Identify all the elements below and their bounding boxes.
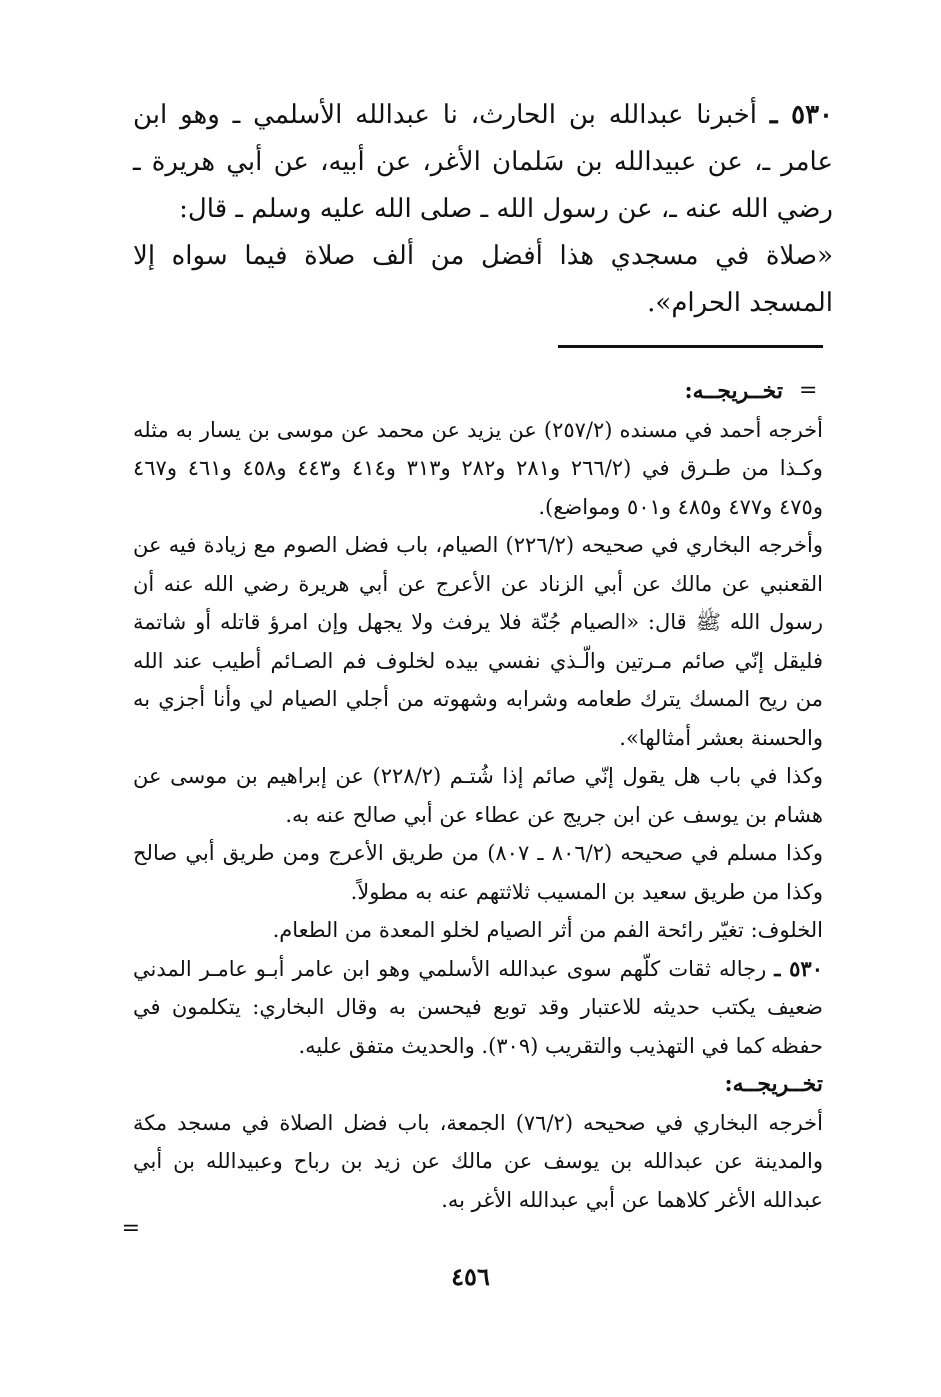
takhrij-heading-1: تخــريجــه: [684, 378, 783, 404]
hadith-isnad: أخبرنا عبدالله بن الحارث، نا عبدالله الأسلمي ـ وهو ابن عامر ـ، عن عبيدالله بن سَلمان الأغر، عن أبيه، عن أبي هريرة ـ رضي الله عنه ـ، عن رسول الله ـ صلى الله عليه وسلم ـ قال: [133, 100, 833, 224]
hadith-number: ٥٣٠ ـ [769, 100, 834, 130]
footnote-530-text: رجاله ثقات كلّهم سوى عبدالله الأسلمي وهو ابن عامر أبـو عامـر المدني ضعيف يكتب حديثه للاعتبار وقد توبع فيحسن به وقال البخاري: يتكلمون في حفظه كما في التهذيب والتقريب (٣٠٩). والحديث متفق عليه. [133, 956, 823, 1058]
footnote-530 [133, 950, 823, 1066]
page-number: ٤٥٦ [451, 1262, 490, 1291]
continuation-mark-bottom: = [121, 1216, 140, 1241]
continuation-mark-top: = [799, 378, 818, 403]
hadith-matn: «صلاة في مسجدي هذا أفضل من ألف صلاة فيما سواه إلا المسجد الحرام». [133, 241, 833, 318]
footnote-para-1: أخرجه أحمد في مسنده (٢٥٧/٢) عن يزيد عن محمد عن موسى بن يسار به مثله وكـذا من طـرق في (٢٦٦/٢ و٢٨١ و٢٨٢ و٣١٣ و٤١٤ و٤٤٣ و٤٥٨ و٤٦١ و٤٦٧ و٤٧٥ و٤٧٧ و٤٨٥ و٥٠١ ومواضع). [133, 417, 823, 519]
footnote-530-number: ٥٣٠ ـ [774, 955, 823, 981]
hadith-text [133, 92, 833, 327]
footnotes [133, 372, 823, 1219]
footnote-separator [558, 345, 823, 348]
takhrij-heading-2: تخــريجــه: [724, 1071, 823, 1097]
footnote-para-5: الخلوف: تغيّر رائحة الفم من أثر الصيام لخلو المعدة من الطعام. [272, 918, 823, 942]
footnote-para-2: وأخرجه البخاري في صحيحه (٢٢٦/٢) الصيام، باب فضل الصوم مع زيادة فيه عن القعنبي عن مالك عن أبي الزناد عن الأعرج عن أبي هريرة رضي الله عنه أن رسول الله ﷺ قال: «الصيام جُنّة فلا يرفث ولا يجهل وإن امرؤ قاتله أو شاتمة فليقل إنّي صائم مـرتين والّـذي نفسي بيده لخلوف فم الصـائم أطيب عند الله من ريح المسك يترك طعامه وشرابه وشهوته من أجلي الصيام لي وأنا أجزي به والحسنة بعشر أمثالها». [133, 533, 823, 750]
footnote-para-4: وكذا مسلم في صحيحه (٨٠٦/٢ ـ ٨٠٧) من طريق الأعرج ومن طريق أبي صالح وكذا من طريق سعيد بن المسيب ثلاثتهم عنه به مطولاً. [133, 841, 823, 904]
footnote-para-3: وكذا في باب هل يقول إنّي صائم إذا شُتـم (٢٢٨/٢) عن إبراهيم بن موسى عن هشام بن يوسف عن ابن جريج عن عطاء عن أبي صالح عنه به. [133, 764, 823, 827]
hadith-isnad-paragraph [133, 92, 833, 233]
footnote-para-6: أخرجه البخاري في صحيحه (٧٦/٢) الجمعة، باب فضل الصلاة في مسجد مكة والمدينة عن عبدالله بن يوسف عن مالك عن زيد بن رباح وعبيدالله بن أبي عبدالله الأغر كلاهما عن أبي عبدالله الأغر به. [133, 1110, 823, 1212]
